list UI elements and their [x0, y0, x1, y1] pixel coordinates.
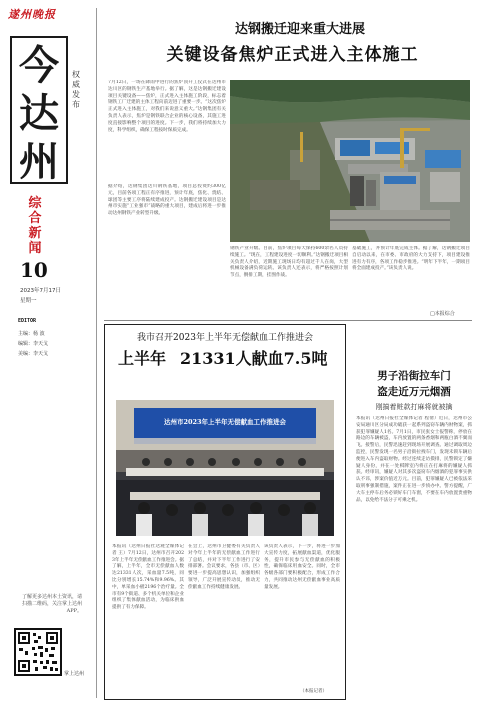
blood-story-kicker: 我市召开2023年上半年无偿献血工作推进会 [137, 333, 313, 343]
issue-date: 2023年7月17日 [20, 288, 61, 294]
qr-label: 掌上达州 [64, 671, 85, 677]
blood-story-col3: 该负责人表示，下一步，将进一步加大宣传力度，拓展献血渠道，优化服务，提升市民参与无偿献血的积极性，确保临床用血安全。同时，全市各级各部门要积极配合，形成工作合力，共同推动达州无偿献血事业高质量发展。 [264, 544, 340, 590]
top-story-col3: 钢铁产业升级。目前，焦炉项目每天保持600余名人员持续施工。“现在，工程建设进度一切顺利。”达钢搬迁项目相关负责人介绍，近期施工现场日均有超过千人在岗，大型机械设备满负荷运转。该负责人还表示，将严格按照计划节点，倒排工期，挂图作战。 [230, 246, 348, 279]
editor-review: 美编：李天戈 [18, 351, 49, 357]
top-story-headline: 关键设备焦炉正式进入主体施工 [166, 45, 419, 65]
blood-story-headline-right: 21331人献血7.5吨 [180, 349, 328, 368]
newspaper-logo: 遂州晚报 [8, 8, 56, 21]
brand-title: 今达州 [19, 42, 59, 185]
page-number: 10 [20, 258, 48, 282]
side-story-subhead: 刚搞着赃款打麻将就被擒 [375, 403, 453, 411]
construction-photo [230, 80, 470, 242]
top-story-col2: 据介绍，达钢集团达川钢铁基地，项目总投资约300亿元，目前各项工程正有序推进，预计年底，焦化、烧结、球团等主要工序将陆续建成投产。达钢搬迁建设项目是达州市实施“工业强市”战略的重大项目，建成后将进一步推动达州钢铁产业转型升级。 [108, 184, 226, 217]
side-story-headline-2: 盗走近万元烟酒 [377, 386, 451, 398]
section-title: 综合新闻 [28, 196, 42, 256]
masthead-column [0, 0, 95, 705]
blood-story-col1: 本报讯（达州日报社达观全媒体记者 王）7月12日，达州市召开2023年上半年无偿献血工作推进会。据了解，上半年，全市无偿献血人数达21331人次，采血量7.5吨，同比分别增长15.74%和9.96%。其中，单采血小板2196个治疗量。全市有9个街道、多个机关单位和企业组织了集体献血活动，为临床供血提供了有力保障。 [112, 544, 184, 611]
masthead-divider [96, 8, 97, 698]
top-story-rule [104, 320, 472, 321]
editor-edit: 编辑：李天戈 [18, 341, 49, 347]
meeting-banner-text: 达州市2023年上半年无偿献血工作推进会 [163, 418, 287, 426]
editor-main: 主编：杨 波 [18, 331, 45, 337]
qr-code-icon[interactable] [14, 628, 62, 676]
brand-tagline: 权威发布 [72, 70, 80, 109]
editor-code: EDITOR [18, 318, 37, 324]
meeting-photo [116, 400, 334, 536]
brand-box [10, 36, 68, 184]
qr-note: 了解更多达州本土资讯，请扫描二维码，关注掌上达州APP。 [22, 594, 83, 614]
blood-story-col2: 在会上，达州市卫健委有关负责人对今年上半年的无偿献血工作进行了总结，并对下半年工作进行了安排部署。会议要求，各县（市、区）要进一步提高思想认识，加强组织领导，广泛开展宣传动员，推动无偿献血工作持续健康发展。 [188, 544, 260, 590]
blood-story-byline: （本报记者） [300, 689, 327, 694]
top-story-col4: 基础施工，并预计年底完成主体。据了解，达钢搬迁项目自启动以来，在市委、市政府的大力支持下，项目建设推进有力有序，各项工作稳步推进。“明年下半年，一期项目将全面建成投产。”该负责人说。 [352, 246, 470, 272]
side-story-headline-1: 男子沿街拉车门 [377, 370, 451, 382]
side-story-body: 本报讯（达州日报社全媒体记者 程倩）近日，达州市公安局通川区分局成功破获一起系列盗窃车辆内财物案，抓获犯罪嫌疑人1名。7月1日，市民张女士报警称，停放在路边的车辆被盗，车内放置的两条香烟和两瓶白酒不翼而飞。接警后，民警迅速赶到现场开展调查。通过调取周边监控，民警发现一名男子沿街拉拽车门，发现未锁车辆后便进入车内盗取财物。经过连续走访摸排，民警锁定了嫌疑人身份，并在一处棋牌室内将正在打麻将的嫌疑人抓获。经审讯，嫌疑人对其多次盗窃车内烟酒的犯罪事实供认不讳，涉案价值近万元。目前，犯罪嫌疑人已被依法采取刑事强制措施，案件正在进一步侦办中。警方提醒，广大车主停车后务必锁好车门车窗，不要在车内放置贵重物品，以免给不法分子可乘之机。 [356, 416, 472, 503]
top-story-kicker: 达钢搬迁迎来重大进展 [234, 22, 365, 37]
blood-story-headline-left: 上半年 [118, 349, 167, 368]
top-story-byline: □本报综合 [430, 311, 455, 317]
top-story-col1: 7月12日，一场在降雨中进行的焦炉顶开工仪式在达州市达川区的钢铁生产基地举行。据了解，这是达钢搬迁建设项目关键设备——焦炉，正式进入主体施工阶段，标志着钢铁工厂迁建的主体工程向前迈进了重要一步。“这次焦炉正式进入主体施工，对我们来说意义重大。”达钢集团有关负责人表示，焦炉是钢铁联合企业的核心设备，其施工进度直接影响整个项目的进度。下一步，我们将持续加大力度，科学组织，确保工程按时保质完成。 [108, 80, 226, 133]
issue-weekday: 星期一 [20, 298, 37, 304]
